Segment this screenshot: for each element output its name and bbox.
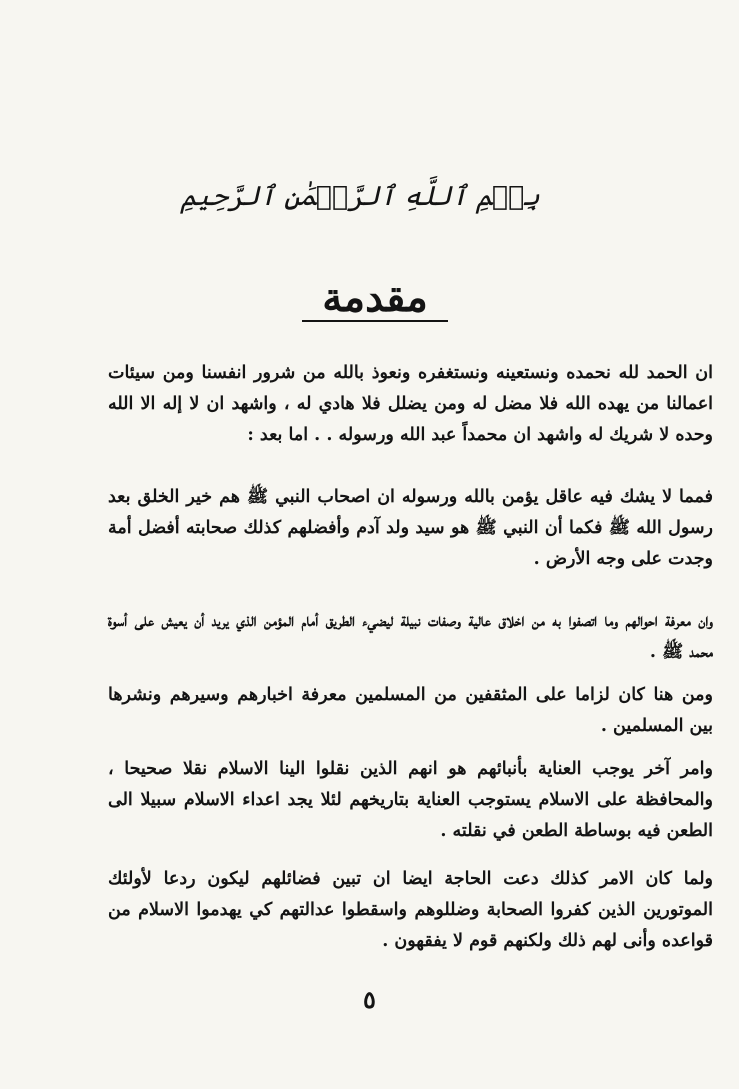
paragraph-1 <box>108 358 713 451</box>
paragraph-text: ولما كان الامر كذلك دعت الحاجة ايضا ان تبين فضائلهم ليكون ردعا لأولئك الموتورين الذين كفروا الصحابة وضللوهم واسقطوا عدالتهم كي يهدموا الاسلام من قواعده وأنى لهم ذلك ولكنهم قوم لا يفقهون . <box>108 869 713 951</box>
heading-swash <box>302 320 448 322</box>
paragraph-3 <box>108 606 713 668</box>
paragraph-2 <box>108 482 713 575</box>
heading-text: مقدمة <box>322 274 428 321</box>
basmala-calligraphy: بِسۡمِ ٱللَّهِ ٱلرَّحۡمَٰنِ ٱلرَّحِيمِ <box>180 181 540 212</box>
paragraph-5 <box>108 754 713 847</box>
paragraph-text: ومن هنا كان لزاما على المثقفين من المسلمين معرفة اخبارهم وسيرهم ونشرها بين المسلمين . <box>108 685 713 736</box>
paragraph-text: فمما لا يشك فيه عاقل يؤمن بالله ورسوله ان اصحاب النبي ﷺ هم خير الخلق بعد رسول الله ﷺ فكما أن النبي ﷺ هو سيد ولد آدم وأفضلهم كذلك صحابته أفضل أمة وجدت على وجه الأرض . <box>108 487 713 569</box>
section-heading <box>290 268 460 328</box>
paragraph-6 <box>108 864 713 957</box>
paragraph-text: وان معرفة احوالهم وما اتصفوا به من اخلاق عالية وصفات نبيلة ليضيء الطريق أمام المؤمن الذي يريد أن يعيش على أسوة محمد ﷺ . <box>108 611 713 662</box>
page-number: ٥ <box>363 985 376 1014</box>
paragraph-text: ان الحمد لله نحمده ونستعينه ونستغفره ونعوذ بالله من شرور انفسنا ومن سيئات اعمالنا من يهده الله فلا مضل له ومن يضلل فلا هادي له ، واشهد ان لا إله الا الله وحده لا شريك له واشهد ان محمداً عبد الله ورسوله . . اما بعد : <box>108 363 713 445</box>
paragraph-text: وامر آخر يوجب العناية بأنبائهم هو انهم الذين نقلوا الينا الاسلام نقلا صحيحا ، والمحافظة على الاسلام يستوجب العناية بتاريخهم لئلا يجد اعداء الاسلام سبيلا الى الطعن فيه بوساطة الطعن في نقلته . <box>108 759 713 841</box>
paragraph-4 <box>108 680 713 742</box>
